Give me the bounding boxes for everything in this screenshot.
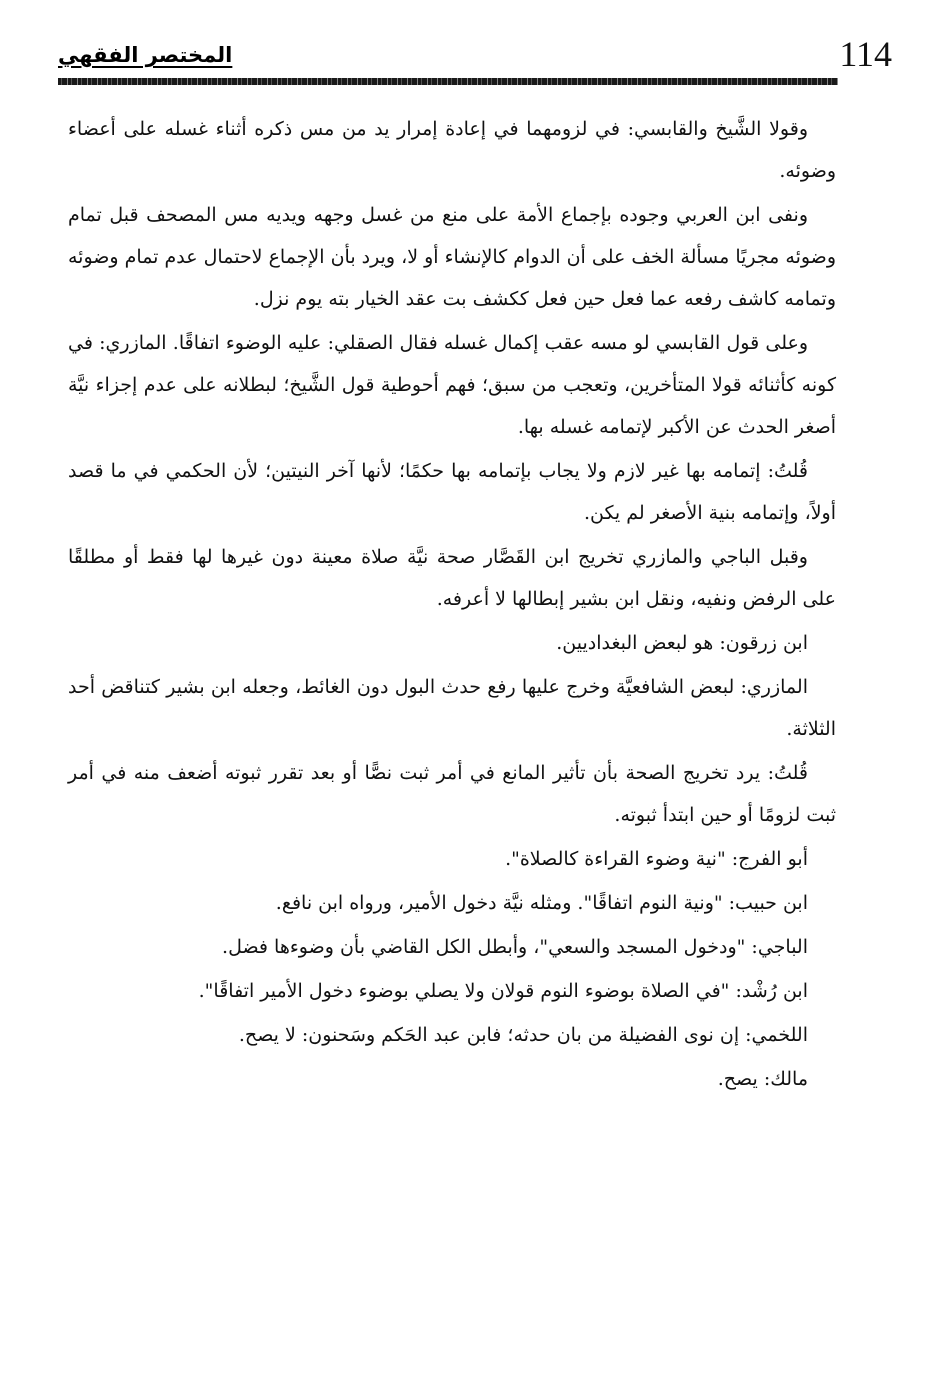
header-rule: [58, 78, 838, 85]
paragraph: الباجي: "ودخول المسجد والسعي"، وأبطل الكل القاضي بأن وضوءها فضل.: [222, 936, 808, 958]
paragraph: قُلتُ: يرد تخريج الصحة بأن تأثير المانع في أمر ثبت نصًّا أو بعد تقرر ثبوته أضعف منه في أمر ثبت لزومًا أو حين ابتدأ ثبوته.: [68, 762, 836, 826]
paragraph: وقبل الباجي والمازري تخريج ابن القَصَّار صحة نيَّة صلاة معينة دون غيرها لها فقط أو مطلقًا على الرفض ونفيه، ونقل ابن بشير إبطالها لا أعرفه.: [68, 546, 836, 610]
paragraph: مالك: يصح.: [717, 1068, 808, 1090]
page-number: 114: [839, 34, 892, 74]
paragraph: قُلتُ: إتمامه بها غير لازم ولا يجاب بإتمامه بها حكمًا؛ لأنها آخر النيتين؛ لأن الحكمي في ما قصد أولاً، وإتمامه بنية الأصغر لم يكن.: [68, 460, 836, 524]
paragraph: أبو الفرج: "نية وضوء القراءة كالصلاة".: [505, 848, 808, 870]
body-text: [68, 108, 836, 1102]
paragraph: ابن حبيب: "ونية النوم اتفاقًا". ومثله نيَّة دخول الأمير، ورواه ابن نافع.: [275, 892, 808, 914]
paragraph: ابن زرقون: هو لبعض البغداديين.: [556, 632, 808, 654]
page-header: [58, 30, 892, 82]
paragraph: وقولا الشَّيخ والقابسي: في لزومهما في إعادة إمرار يد من مس ذكره أثناء غسله على أعضاء وضوئه.: [68, 118, 836, 182]
running-title: المختصر الفقهي: [58, 43, 233, 67]
paragraph: اللخمي: إن نوى الفضيلة من بان حدثه؛ فابن عبد الحَكم وسَحنون: لا يصح.: [238, 1024, 808, 1046]
paragraph: ابن رُشْد: "في الصلاة بوضوء النوم قولان ولا يصلي بوضوء دخول الأمير اتفاقًا".: [198, 980, 808, 1002]
paragraph: ونفى ابن العربي وجوده بإجماع الأمة على منع من غسل وجهه ويديه مس المصحف قبل تمام وضوئه مجريًا مسألة الخف على أن الدوام كالإنشاء أو لا، ويرد بأن الإجماع لاحتمال عدم تمام وضوئه وتمامه كاشف رفعه عما فعل حين فعل ككشف بت عقد الخيار بته يوم نزل.: [68, 204, 836, 310]
paragraph: وعلى قول القابسي لو مسه عقب إكمال غسله فقال الصقلي: عليه الوضوء اتفاقًا. المازري: في كونه كأثنائه قولا المتأخرين، وتعجب من سبق؛ فهم أحوطية قول الشَّيخ؛ لبطلانه على عدم إجزاء نيَّة أصغر الحدث عن الأكبر لإتمامه غسله بها.: [68, 332, 836, 438]
paragraph: المازري: لبعض الشافعيَّة وخرج عليها رفع حدث البول دون الغائط، وجعله ابن بشير كتناقض أحد الثلاثة.: [68, 676, 836, 740]
